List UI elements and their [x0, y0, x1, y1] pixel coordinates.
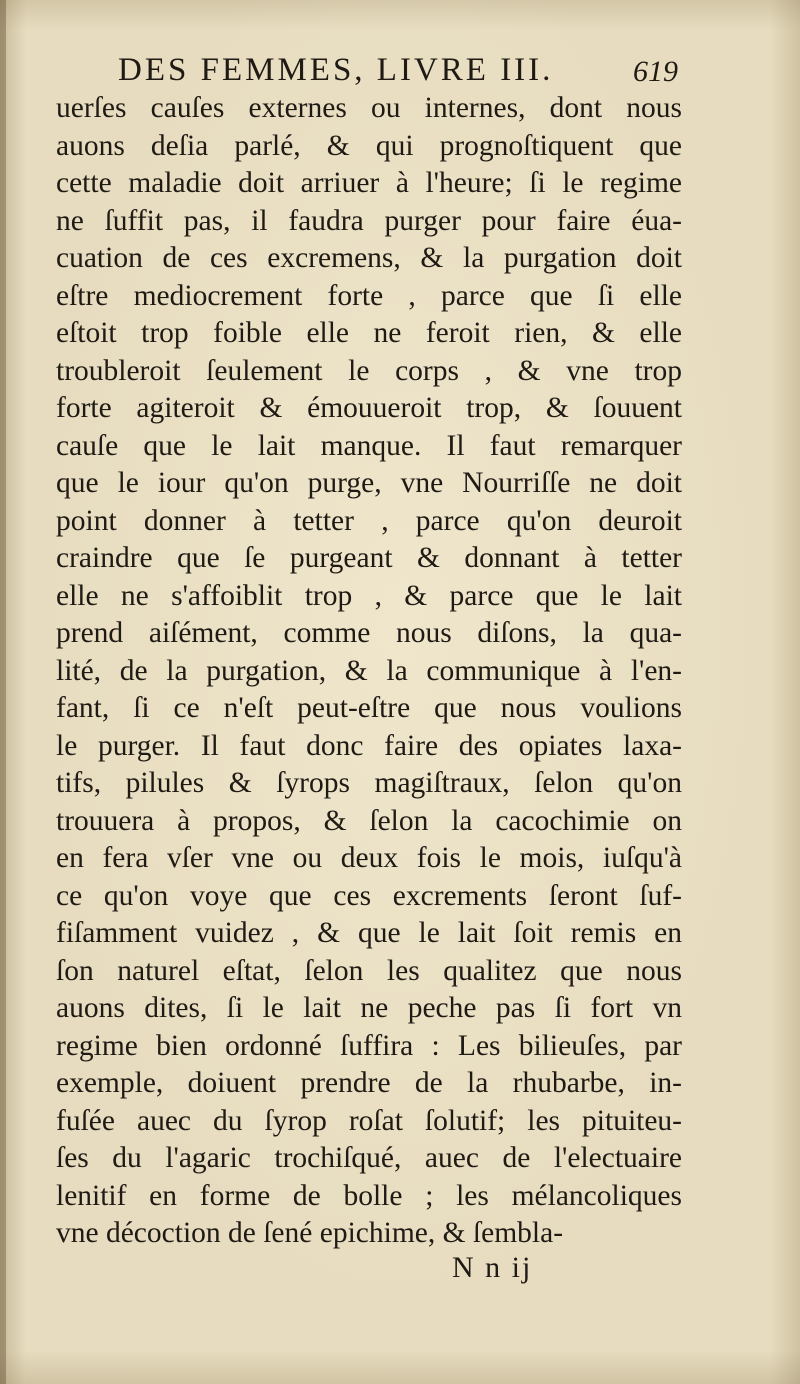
text-line: auons deſia parlé, & qui prognoſtiquent que [56, 129, 682, 162]
text-line: cuation de ces excremens, & la purgation doit [56, 242, 682, 274]
body-text [56, 90, 682, 1253]
text-line: en fera vſer vne ou deux fois le mois, iuſqu'à [56, 842, 682, 874]
text-line: fant, ſi ce n'eſt peut-eſtre que nous voulions [56, 692, 682, 724]
signature-mark: N n ij [452, 1251, 533, 1284]
text-line: lité, de la purgation, & la communique à l'en- [56, 654, 682, 687]
text-line: ſes du l'agaric trochiſqué, auec de l'electuaire [56, 1142, 682, 1174]
text-line: ce qu'on voye que ces excrements ſeront ſuf- [56, 879, 682, 912]
text-line: auons dites, ſi le lait ne peche pas ſi fort vn [56, 992, 682, 1024]
page-edge-shadow [0, 0, 6, 1384]
text-line: troubleroit ſeulement le corps , & vne trop [56, 354, 682, 387]
text-line: ſon naturel eſtat, ſelon les qualitez que nous [56, 954, 682, 987]
text-line: fiſamment vuidez , & que le lait ſoit remis en [56, 917, 682, 949]
text-line: eſtoit trop foible elle ne feroit rien, & elle [56, 317, 682, 349]
text-line: le purger. Il faut donc faire des opiates laxa- [56, 729, 682, 762]
text-line: uerſes cauſes externes ou internes, dont nous [56, 92, 682, 124]
text-line: regime bien ordonné ſuffira : Les bilieuſes, par [56, 1029, 682, 1062]
running-title: DES FEMMES, LIVRE III. [118, 52, 554, 88]
page-number: 619 [633, 55, 678, 88]
text-line: ne ſuffit pas, il faudra purger pour faire éua- [56, 204, 682, 237]
text-line: elle ne s'affoiblit trop , & parce que le lait [56, 579, 682, 612]
text-line: exemple, doiuent prendre de la rhubarbe, in- [56, 1067, 682, 1099]
text-line: forte agiteroit & émouueroit trop, & ſouuent [56, 392, 682, 424]
text-line: cette maladie doit arriuer à l'heure; ſi le regime [56, 167, 682, 199]
text-line: fuſée auec du ſyrop roſat ſolutif; les pituiteu- [56, 1104, 682, 1137]
running-head [118, 48, 678, 92]
text-line: que le iour qu'on purge, vne Nourriſſe ne doit [56, 467, 682, 499]
text-line: cauſe que le lait manque. Il faut remarquer [56, 429, 682, 462]
text-line: vne décoction de ſené epichime, & ſembla- [56, 1217, 564, 1249]
text-line: lenitif en forme de bolle ; les mélancoliques [56, 1179, 682, 1212]
text-line: tifs, pilules & ſyrops magiſtraux, ſelon qu'on [56, 767, 682, 799]
text-line: prend aiſément, comme nous diſons, la qua- [56, 617, 682, 649]
text-line: eſtre mediocrement forte , parce que ſi elle [56, 279, 682, 312]
text-line: trouuera à propos, & ſelon la cacochimie on [56, 804, 682, 837]
text-line: point donner à tetter , parce qu'on deuroit [56, 504, 682, 537]
text-line: craindre que ſe purgeant & donnant à tetter [56, 542, 682, 574]
